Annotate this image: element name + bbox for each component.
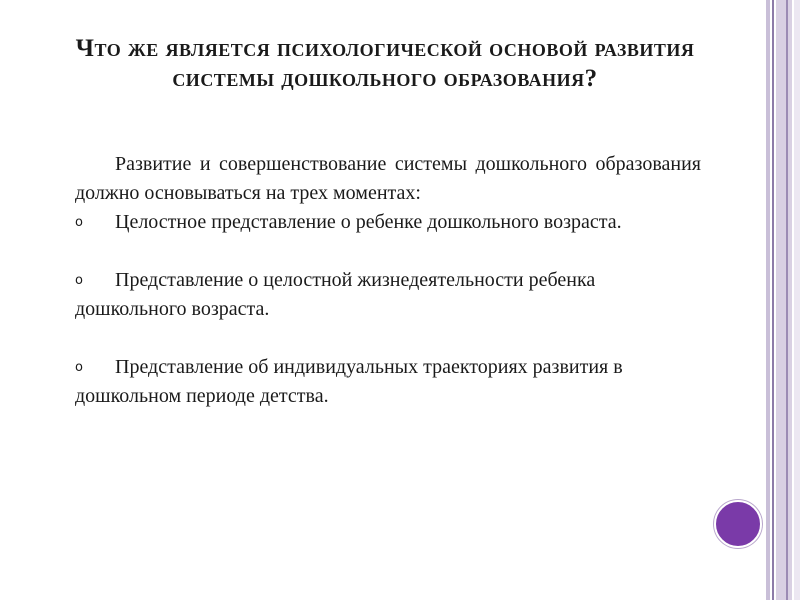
bullet-circle-icon: o xyxy=(75,215,83,230)
decorative-stripe xyxy=(766,0,770,600)
decorative-stripe xyxy=(772,0,774,600)
bullet-item xyxy=(75,353,701,411)
decorative-stripe xyxy=(776,0,792,600)
decorative-stripe xyxy=(794,0,800,600)
bullet-list xyxy=(75,208,701,411)
bullet-text: Представление о целостной жизнедеятельности ребенка дошкольного возраста. xyxy=(75,269,596,320)
intro-paragraph: Развитие и совершенствование системы дошкольного образования должно основываться на трех моментах: xyxy=(75,153,701,204)
bullet-text: Представление об индивидуальных траекториях развития в дошкольном периоде детства. xyxy=(75,356,623,407)
bullet-circle-icon: o xyxy=(75,273,83,288)
slide-body xyxy=(75,150,701,411)
decorative-circle xyxy=(714,500,762,548)
slide-title: Что же является психологической основой развития системы дошкольного образования? xyxy=(75,35,695,92)
bullet-circle-icon: o xyxy=(75,360,83,375)
bullet-item xyxy=(75,266,701,324)
bullet-item xyxy=(75,208,701,237)
decorative-stripe xyxy=(786,0,788,600)
bullet-text: Целостное представление о ребенке дошкольного возраста. xyxy=(115,211,622,233)
